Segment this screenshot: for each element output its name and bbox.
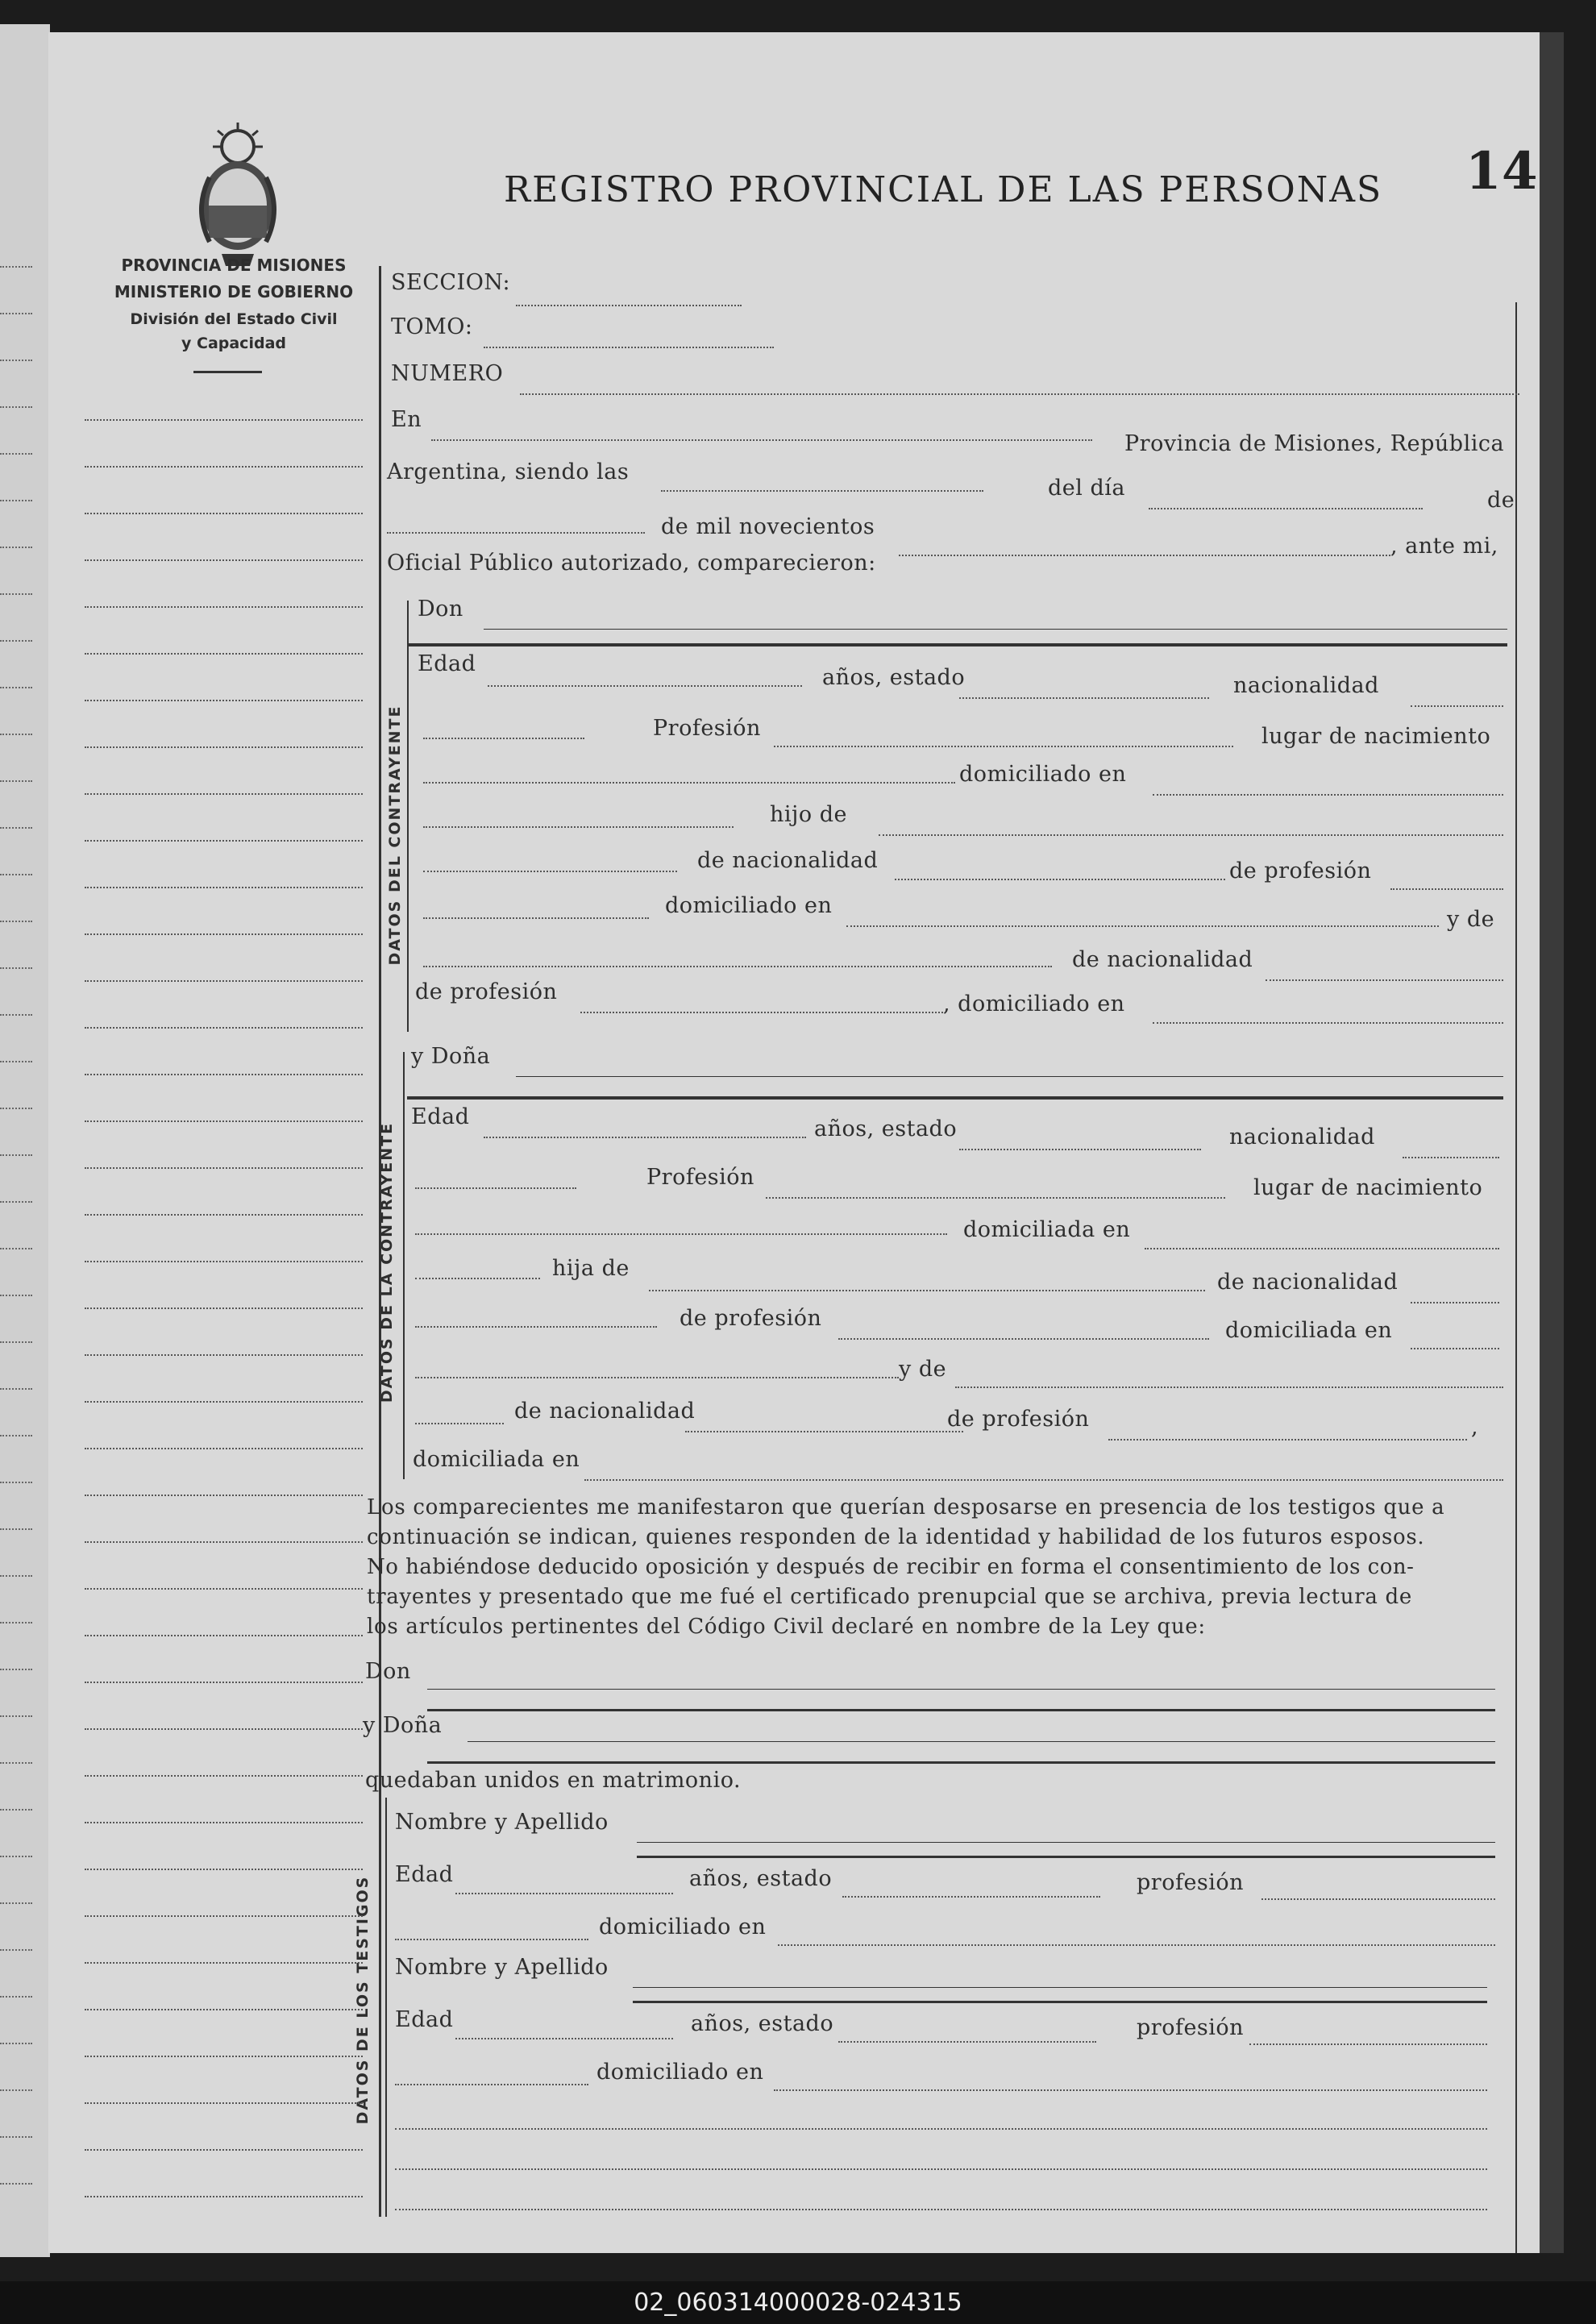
- declaration-line-1: Los comparecientes me manifestaron que querían desposarse en presencia de los testigos que a: [367, 1495, 1445, 1520]
- bride-father-prof-label: de profesión: [680, 1306, 822, 1331]
- witness-section-border: [385, 1798, 387, 2217]
- groom-lugar-field[interactable]: [423, 782, 955, 784]
- oficial-text: Oficial Público autorizado, comparecieron:: [387, 551, 876, 576]
- margin-line[interactable]: [85, 1214, 363, 1216]
- groom-section-rule: [407, 643, 1507, 646]
- witness2-profesion-label: profesión: [1137, 2015, 1245, 2040]
- groom-nacionalidad-cont[interactable]: [423, 738, 584, 739]
- margin-line[interactable]: [85, 2196, 363, 2197]
- previous-page-line: [0, 874, 32, 875]
- bride-mother-nac-label: de nacionalidad: [514, 1399, 696, 1424]
- margin-line[interactable]: [85, 1074, 363, 1075]
- previous-page-line: [0, 1154, 32, 1156]
- groom-father-prof-cont[interactable]: [423, 917, 649, 919]
- previous-page-line: [0, 1295, 32, 1296]
- groom-estado-label: años, estado: [822, 665, 966, 690]
- previous-page-line: [0, 1108, 32, 1109]
- groom-nacionalidad-label: nacionalidad: [1233, 673, 1379, 698]
- bride-section-border: [403, 1052, 405, 1479]
- margin-line[interactable]: [85, 559, 363, 561]
- bride-dona-label: y Doña: [411, 1044, 491, 1069]
- groom-lugar-label: lugar de nacimiento: [1261, 724, 1491, 749]
- groom-section-border: [407, 601, 409, 1032]
- provincia-text: Provincia de Misiones, República: [1124, 431, 1505, 456]
- quedaban-text: quedaban unidos en matrimonio.: [365, 1768, 742, 1793]
- image-id-footer: 02_060314000028-024315: [0, 2281, 1596, 2324]
- bride-nac-cont[interactable]: [415, 1187, 576, 1189]
- form-page: [48, 32, 1564, 2253]
- form-right-border: [1515, 302, 1517, 2253]
- bride-domiciliada-label: domiciliada en: [963, 1217, 1131, 1242]
- groom-father-prof-label: de profesión: [1229, 859, 1372, 883]
- hora-field[interactable]: [661, 490, 983, 492]
- previous-page-line: [0, 406, 32, 408]
- previous-page-line: [0, 1388, 32, 1390]
- bride-estado-field[interactable]: [959, 1149, 1201, 1150]
- groom-father-cont[interactable]: [423, 871, 677, 872]
- previous-page-line: [0, 1856, 32, 1857]
- groom-father-prof-field[interactable]: [1390, 888, 1503, 890]
- witness-extra-line-1[interactable]: [395, 2128, 1487, 2130]
- witness1-profesion-label: profesión: [1137, 1870, 1245, 1895]
- bride-father-prof-field[interactable]: [838, 1338, 1209, 1340]
- witness2-nombre-field[interactable]: [633, 1987, 1487, 1988]
- bride-domicilio-field[interactable]: [1145, 1248, 1499, 1249]
- mil-text: de mil novecientos: [661, 514, 875, 539]
- bride-father-field[interactable]: [649, 1290, 1205, 1291]
- witness2-estado-label: años, estado: [691, 2011, 834, 2036]
- groom-mother-dom-field[interactable]: [1153, 1022, 1503, 1024]
- margin-line[interactable]: [85, 1120, 363, 1122]
- page-number: 14: [1465, 141, 1539, 202]
- margin-line[interactable]: [85, 1401, 363, 1403]
- groom-domicilio-cont[interactable]: [423, 826, 734, 828]
- bride-father-dom-cont[interactable]: [415, 1377, 899, 1378]
- bride-father-dom-label: domiciliada en: [1225, 1318, 1393, 1343]
- margin-line[interactable]: [85, 1495, 363, 1496]
- office-line-2: MINISTERIO DE GOBIERNO: [114, 282, 354, 301]
- previous-page-line: [0, 1902, 32, 1904]
- previous-page-line: [0, 1435, 32, 1436]
- witness2-profesion-field[interactable]: [1249, 2043, 1487, 2045]
- margin-line[interactable]: [85, 466, 363, 468]
- office-line-1: PROVINCIA DE MISIONES: [121, 256, 347, 275]
- bride-mother-dom-label: domiciliada en: [413, 1447, 580, 1472]
- previous-page-line: [0, 1014, 32, 1016]
- witness1-estado-label: años, estado: [689, 1866, 833, 1891]
- en-field[interactable]: [431, 439, 1092, 441]
- margin-line[interactable]: [85, 1682, 363, 1683]
- margin-line[interactable]: [85, 653, 363, 655]
- bride-y-de-label: y de: [899, 1357, 947, 1382]
- bride-name-field[interactable]: [516, 1076, 1503, 1077]
- witness1-edad-label: Edad: [395, 1862, 454, 1887]
- previous-page-line: [0, 547, 32, 548]
- previous-page-line: [0, 734, 32, 735]
- previous-page-line: [0, 1248, 32, 1249]
- bride-profesion-field[interactable]: [766, 1197, 1225, 1199]
- previous-page-line: [0, 1528, 32, 1530]
- bride-edad-field[interactable]: [484, 1137, 806, 1138]
- bride-lugar-field[interactable]: [415, 1233, 947, 1235]
- margin-line[interactable]: [85, 746, 363, 748]
- margin-line[interactable]: [85, 1261, 363, 1262]
- previous-page-line: [0, 1622, 32, 1623]
- previous-page-line: [0, 1575, 32, 1577]
- margin-line[interactable]: [85, 1448, 363, 1449]
- margin-line[interactable]: [85, 1027, 363, 1029]
- office-line-3: División del Estado Civil: [130, 310, 338, 328]
- margin-line[interactable]: [85, 606, 363, 608]
- groom-father-field[interactable]: [879, 834, 1503, 836]
- groom-estado-field[interactable]: [959, 697, 1209, 699]
- previous-page-line: [0, 500, 32, 501]
- groom-mother-nac-field[interactable]: [1266, 979, 1503, 981]
- groom-mother-prof-field[interactable]: [580, 1012, 943, 1013]
- groom-side-label: DATOS DEL CONTRAYENTE: [386, 705, 404, 966]
- previous-page-line: [0, 921, 32, 922]
- groom-father-nac-field[interactable]: [895, 879, 1225, 880]
- margin-line[interactable]: [85, 1308, 363, 1309]
- witness1-edad-field[interactable]: [455, 1893, 673, 1894]
- en-label: En: [391, 407, 422, 432]
- tomo-label: TOMO:: [391, 314, 473, 339]
- groom-edad-field[interactable]: [488, 685, 802, 687]
- groom-nacionalidad-field[interactable]: [1411, 705, 1503, 707]
- bride-father-nac-cont[interactable]: [415, 1326, 657, 1328]
- witness-extra-line-2[interactable]: [395, 2168, 1487, 2170]
- groom-father-nac-label: de nacionalidad: [697, 848, 879, 873]
- witness1-estado-field[interactable]: [842, 1896, 1100, 1898]
- bride-mother-field[interactable]: [955, 1387, 1503, 1388]
- bride-mother-prof-field[interactable]: [1108, 1439, 1467, 1441]
- bride-mother-dom-field[interactable]: [584, 1479, 1503, 1481]
- previous-page-line: [0, 2183, 32, 2185]
- previous-page-line: [0, 1669, 32, 1670]
- previous-page-line: [0, 2136, 32, 2138]
- groom-mother-field[interactable]: [423, 966, 1052, 967]
- previous-page-line: [0, 593, 32, 595]
- previous-page-line: [0, 360, 32, 361]
- groom-domiciliado-label: domiciliado en: [959, 762, 1127, 787]
- bride-side-label: DATOS DE LA CONTRAYENTE: [378, 1121, 396, 1403]
- margin-line[interactable]: [85, 1635, 363, 1636]
- decl-don-label: Don: [365, 1659, 411, 1684]
- margin-line[interactable]: [85, 1588, 363, 1590]
- witness1-cont[interactable]: [395, 1939, 588, 1940]
- page-title: REGISTRO PROVINCIAL DE LAS PERSONAS: [504, 169, 1383, 210]
- previous-page-line: [0, 1341, 32, 1343]
- bride-mother-nac-field[interactable]: [685, 1431, 963, 1432]
- margin-line[interactable]: [85, 840, 363, 842]
- witness1-profesion-field[interactable]: [1261, 1898, 1495, 1900]
- del-dia-text: del día: [1048, 476, 1125, 501]
- decl-dona-field[interactable]: [468, 1741, 1495, 1742]
- witness-extra-line-3[interactable]: [395, 2209, 1487, 2210]
- previous-page-line: [0, 1715, 32, 1717]
- bride-comma: ,: [1471, 1415, 1479, 1440]
- groom-y-de-label: y de: [1447, 907, 1495, 932]
- witness2-nombre-label: Nombre y Apellido: [395, 1955, 609, 1980]
- office-underline: [193, 371, 262, 373]
- margin-line[interactable]: [85, 2009, 363, 2010]
- groom-hijo-de-label: hijo de: [770, 802, 847, 827]
- witness2-domiciliado-label: domiciliado en: [596, 2060, 764, 2085]
- office-line-4: y Capacidad: [181, 335, 286, 352]
- witness2-edad-label: Edad: [395, 2007, 454, 2032]
- witness1-domicilio-field[interactable]: [778, 1944, 1495, 1946]
- declaration-line-3: No habiéndose deducido oposición y después de recibir en forma el consentimiento de los con-: [367, 1555, 1415, 1579]
- previous-page-line: [0, 2043, 32, 2044]
- previous-page-line: [0, 266, 32, 268]
- margin-line[interactable]: [85, 1822, 363, 1823]
- previous-page-line: [0, 1949, 32, 1951]
- previous-page-line: [0, 827, 32, 829]
- previous-page-line: [0, 1482, 32, 1483]
- numero-field[interactable]: [520, 393, 1519, 395]
- previous-page-line: [0, 1809, 32, 1811]
- witness1-rule: [637, 1856, 1495, 1858]
- margin-line[interactable]: [85, 1354, 363, 1356]
- groom-father-dom-field[interactable]: [846, 925, 1439, 927]
- bride-father-dom-field[interactable]: [1411, 1348, 1499, 1349]
- declaration-line-4: trayentes y presentado que me fué el certificado prenupcial que se archiva, previa lectura de: [367, 1585, 1412, 1609]
- bride-mother-cont[interactable]: [415, 1423, 504, 1424]
- argentina-text: Argentina, siendo las: [387, 459, 630, 484]
- margin-line[interactable]: [85, 2102, 363, 2104]
- margin-line[interactable]: [85, 1915, 363, 1917]
- de-text: de: [1487, 488, 1515, 513]
- bride-lugar-label: lugar de nacimiento: [1253, 1175, 1483, 1200]
- margin-line[interactable]: [85, 980, 363, 982]
- bride-father-nac-label: de nacionalidad: [1217, 1270, 1399, 1295]
- groom-mother-dom-label: , domiciliado en: [943, 992, 1125, 1016]
- witness2-rule: [633, 2001, 1487, 2003]
- mes-field[interactable]: [387, 532, 645, 534]
- previous-page-line: [0, 640, 32, 642]
- anio-field[interactable]: [899, 555, 1390, 556]
- margin-line[interactable]: [85, 933, 363, 935]
- ante-mi-text: , ante mi,: [1390, 534, 1498, 559]
- bride-hija-de-label: hija de: [552, 1256, 630, 1281]
- groom-mother-nac-label: de nacionalidad: [1072, 947, 1253, 972]
- previous-page-line: [0, 313, 32, 314]
- witness2-edad-field[interactable]: [455, 2038, 673, 2039]
- margin-line[interactable]: [85, 1962, 363, 1964]
- decl-dona-rule: [427, 1761, 1495, 1764]
- groom-name-field[interactable]: [484, 629, 1507, 630]
- groom-edad-label: Edad: [418, 651, 476, 676]
- previous-page-edge: [0, 24, 50, 2257]
- groom-mother-prof-label: de profesión: [415, 979, 558, 1004]
- margin-line[interactable]: [85, 1775, 363, 1777]
- margin-line[interactable]: [85, 1728, 363, 1730]
- witness1-nombre-field[interactable]: [637, 1842, 1495, 1843]
- decl-don-rule: [427, 1709, 1495, 1711]
- bride-nacionalidad-label: nacionalidad: [1229, 1125, 1375, 1150]
- witness2-domicilio-field[interactable]: [774, 2089, 1487, 2091]
- seccion-field[interactable]: [516, 305, 742, 306]
- margin-line[interactable]: [85, 793, 363, 795]
- bride-profesion-label: Profesión: [646, 1165, 754, 1190]
- bride-nacionalidad-field[interactable]: [1403, 1157, 1499, 1158]
- margin-line[interactable]: [85, 2149, 363, 2151]
- previous-page-line: [0, 1061, 32, 1062]
- previous-page-line: [0, 1996, 32, 1998]
- bride-domicilio-cont[interactable]: [415, 1278, 540, 1279]
- margin-line[interactable]: [85, 1541, 363, 1543]
- margin-line[interactable]: [85, 419, 363, 421]
- witness2-cont[interactable]: [395, 2084, 588, 2085]
- margin-line[interactable]: [85, 887, 363, 888]
- margin-line[interactable]: [85, 700, 363, 701]
- previous-page-line: [0, 687, 32, 688]
- margin-line[interactable]: [85, 2056, 363, 2057]
- margin-line[interactable]: [85, 1869, 363, 1870]
- bride-section-rule: [407, 1096, 1503, 1100]
- bride-estado-label: años, estado: [814, 1116, 958, 1141]
- previous-page-line: [0, 1201, 32, 1203]
- witness2-estado-field[interactable]: [838, 2041, 1096, 2043]
- previous-page-line: [0, 453, 32, 455]
- seccion-label: SECCION:: [391, 270, 511, 295]
- decl-don-field[interactable]: [427, 1689, 1495, 1690]
- margin-line[interactable]: [85, 1167, 363, 1169]
- bride-father-nac-field[interactable]: [1411, 1302, 1499, 1303]
- previous-page-line: [0, 1762, 32, 1764]
- bride-mother-prof-label: de profesión: [947, 1407, 1090, 1432]
- numero-label: NUMERO: [391, 361, 504, 386]
- margin-line[interactable]: [85, 513, 363, 514]
- groom-profesion-field[interactable]: [774, 746, 1233, 747]
- witness-side-label: DATOS DE LOS TESTIGOS: [354, 1875, 372, 2125]
- previous-page-line: [0, 780, 32, 782]
- declaration-line-5: los artículos pertinentes del Código Civil declaré en nombre de la Ley que:: [367, 1615, 1206, 1639]
- groom-father-dom-label: domiciliado en: [665, 893, 833, 918]
- dia-field[interactable]: [1149, 508, 1423, 509]
- groom-domicilio-field[interactable]: [1153, 794, 1503, 796]
- declaration-line-2: continuación se indican, quienes responden de la identidad y habilidad de los futuros esposos.: [367, 1525, 1425, 1549]
- tomo-field[interactable]: [484, 347, 774, 348]
- previous-page-line: [0, 2089, 32, 2091]
- groom-profesion-label: Profesión: [653, 716, 761, 741]
- previous-page-line: [0, 967, 32, 969]
- bride-edad-label: Edad: [411, 1104, 470, 1129]
- witness1-nombre-label: Nombre y Apellido: [395, 1810, 609, 1835]
- witness1-domiciliado-label: domiciliado en: [599, 1914, 767, 1939]
- decl-dona-label: y Doña: [363, 1713, 443, 1738]
- groom-don-label: Don: [418, 597, 463, 622]
